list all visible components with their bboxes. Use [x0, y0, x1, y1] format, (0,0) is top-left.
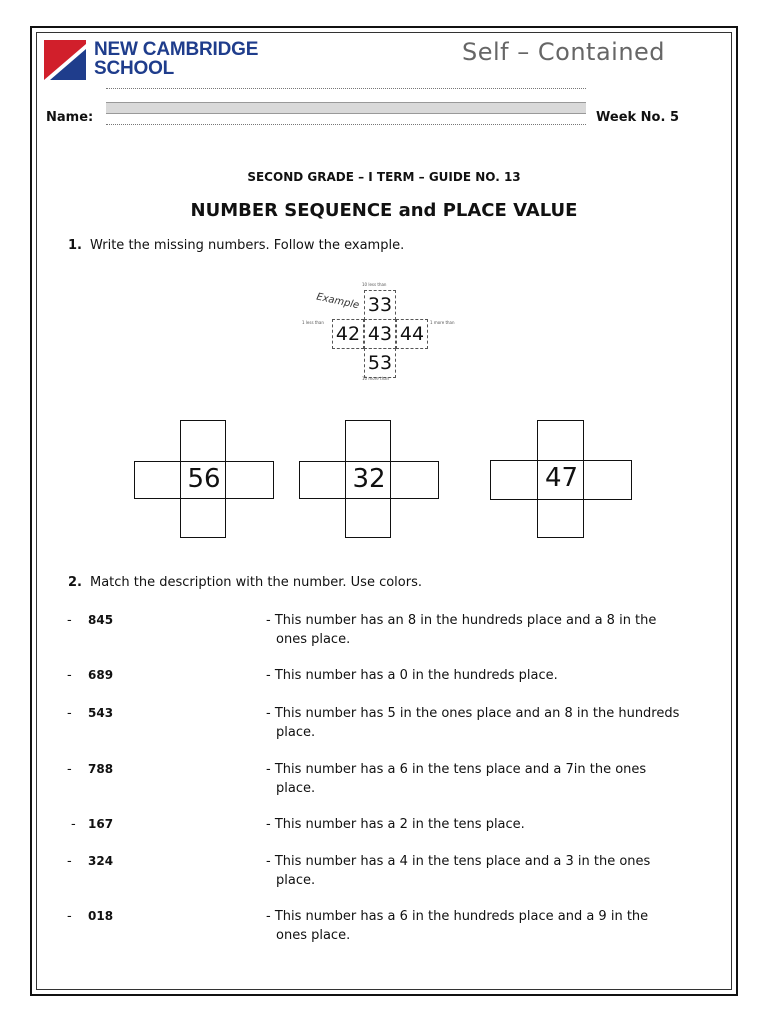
- school-name-line2: SCHOOL: [94, 58, 175, 79]
- example-hint-left: 1 less than: [302, 320, 324, 325]
- match-row-dash: -: [67, 613, 72, 628]
- match-description-4[interactable]: - This number has a 6 in the tens place and a 7in the ones place.: [266, 762, 647, 796]
- match-description-3[interactable]: - This number has 5 in the ones place and an 8 in the hundreds place.: [266, 706, 680, 740]
- match-description-7[interactable]: - This number has a 6 in the hundreds place and a 9 in the ones place.: [266, 909, 649, 943]
- example-hint-right: 1 more than: [430, 320, 455, 325]
- match-number-788[interactable]: 788: [88, 762, 114, 776]
- example-cell-center: 43: [364, 319, 396, 349]
- question-1: [68, 238, 404, 253]
- exercise-1-cell-bottom[interactable]: [180, 498, 226, 538]
- match-number-324[interactable]: 324: [88, 854, 114, 868]
- match-description-2[interactable]: - This number has a 0 in the hundreds place.: [266, 668, 558, 683]
- exercise-3-cell-top[interactable]: [537, 420, 584, 461]
- match-number-689[interactable]: 689: [88, 668, 114, 682]
- week-label: Week No. 5: [596, 110, 680, 125]
- name-field[interactable]: [106, 102, 586, 114]
- match-number-018[interactable]: 018: [88, 909, 114, 923]
- exercise-3-center-number: 47: [544, 463, 579, 493]
- exercise-cross-3: [490, 420, 632, 538]
- school-name: [94, 40, 258, 78]
- exercise-1-cell-top[interactable]: [180, 420, 226, 462]
- exercise-1-cell-center: [180, 461, 226, 499]
- example-hint-bottom: 10 more than: [362, 376, 390, 381]
- example-cell-right: 44: [396, 319, 428, 349]
- exercise-1-center-number: 56: [187, 464, 221, 494]
- exercise-cross-2: [299, 420, 439, 538]
- match-number-543[interactable]: 543: [88, 706, 114, 720]
- match-number-845[interactable]: 845: [88, 613, 114, 627]
- match-row-dash: -: [67, 854, 72, 869]
- question-2-number: 2.: [68, 575, 82, 590]
- header-divider: [106, 88, 586, 89]
- match-description-6[interactable]: - This number has a 4 in the tens place and a 3 in the ones place.: [266, 854, 651, 888]
- name-label: Name:: [46, 110, 94, 125]
- example-hint-top: 10 less than: [362, 282, 387, 287]
- name-underline: [106, 124, 586, 125]
- school-logo-icon: [44, 40, 86, 80]
- match-row-dash: -: [71, 817, 76, 832]
- exercise-2-center-number: 32: [352, 464, 386, 494]
- exercise-3-cell-center: [537, 460, 584, 500]
- exercise-2-cell-top[interactable]: [345, 420, 391, 462]
- self-contained-tag: Self – Contained: [462, 38, 666, 66]
- exercise-2-cell-center: [345, 461, 391, 499]
- exercise-3-cell-right[interactable]: [583, 460, 632, 500]
- match-description-1[interactable]: - This number has an 8 in the hundreds place and a 8 in the ones place.: [266, 613, 657, 647]
- match-description-5[interactable]: - This number has a 2 in the tens place.: [266, 817, 525, 832]
- example-cell-left: 42: [332, 319, 364, 349]
- match-row-dash: -: [67, 909, 72, 924]
- example-cell-top: 33: [364, 290, 396, 320]
- exercise-1-cell-right[interactable]: [225, 461, 274, 499]
- guide-subtitle: SECOND GRADE – I TERM – GUIDE NO. 13: [247, 170, 521, 184]
- match-row-dash: -: [67, 668, 72, 683]
- question-1-text: Write the missing numbers. Follow the example.: [89, 238, 405, 253]
- exercise-3-cell-left[interactable]: [490, 460, 538, 500]
- page-title: NUMBER SEQUENCE and PLACE VALUE: [190, 200, 578, 221]
- question-2: [68, 575, 422, 590]
- exercise-1-cell-left[interactable]: [134, 461, 181, 499]
- exercise-3-cell-bottom[interactable]: [537, 499, 584, 538]
- question-2-text: Match the description with the number. Use colors.: [89, 575, 422, 590]
- match-number-167[interactable]: 167: [88, 817, 114, 831]
- question-1-number: 1.: [68, 238, 82, 253]
- exercise-2-cell-right[interactable]: [390, 461, 439, 499]
- exercise-2-cell-bottom[interactable]: [345, 498, 391, 538]
- match-row-dash: -: [67, 762, 72, 777]
- example-label: Example: [315, 291, 361, 312]
- match-row-dash: -: [67, 706, 72, 721]
- school-name-line1: NEW CAMBRIDGE: [94, 39, 259, 60]
- example-cell-bottom: 53: [364, 348, 396, 378]
- example-cross: [300, 282, 460, 386]
- exercise-2-cell-left[interactable]: [299, 461, 346, 499]
- exercise-cross-1: [134, 420, 274, 538]
